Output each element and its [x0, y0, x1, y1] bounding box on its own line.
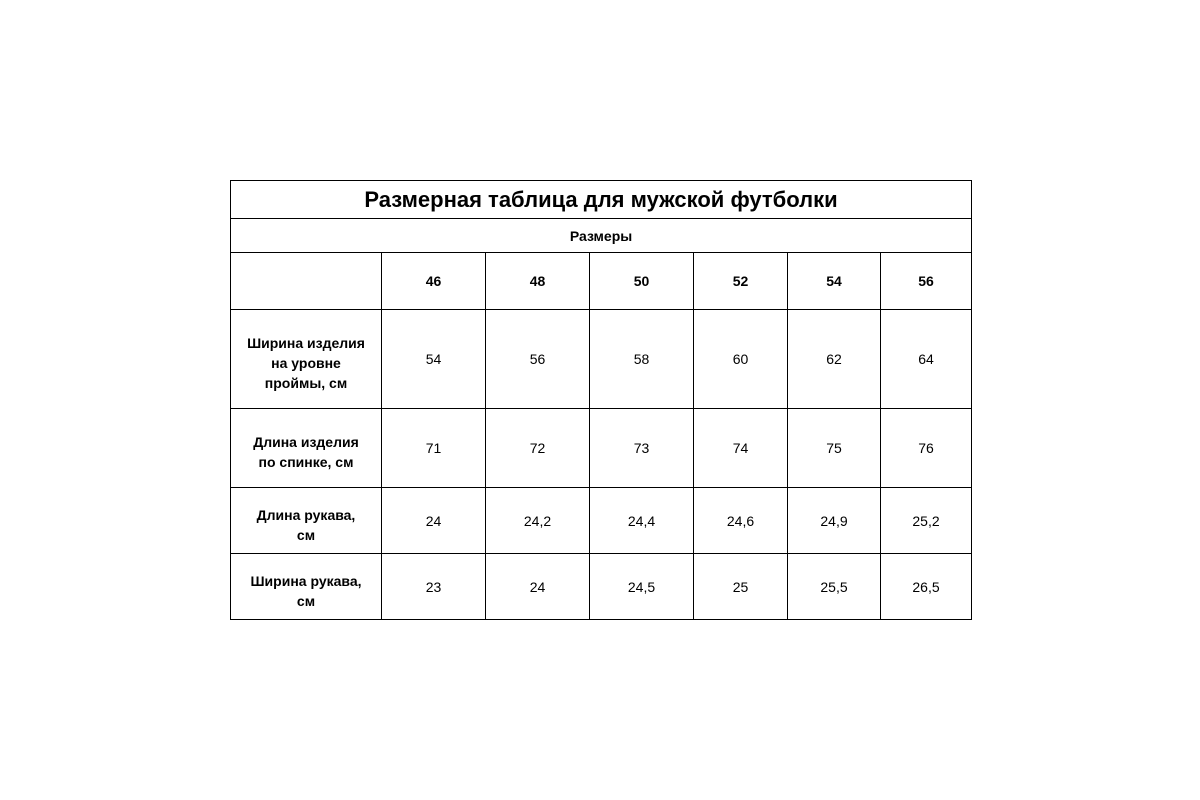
row-label-cell	[231, 409, 382, 488]
size-chart-table	[230, 180, 972, 620]
size-header-cell: 48	[486, 253, 590, 310]
value-cell: 71	[382, 409, 486, 488]
row-label-cell	[231, 310, 382, 409]
value-cell: 73	[590, 409, 694, 488]
value-cell: 24	[486, 554, 590, 620]
value-cell: 25,5	[788, 554, 881, 620]
value-cell: 60	[694, 310, 788, 409]
row-label: Длина изделия по спинке, см	[253, 434, 359, 470]
value-cell: 24,2	[486, 488, 590, 554]
value-cell: 72	[486, 409, 590, 488]
row-label-cell	[231, 488, 382, 554]
table-row	[231, 409, 972, 488]
value-cell: 24,9	[788, 488, 881, 554]
size-header-cell: 54	[788, 253, 881, 310]
value-cell: 54	[382, 310, 486, 409]
row-label: Длина рукава, см	[256, 506, 356, 543]
value-cell: 64	[881, 310, 972, 409]
table-title: Размерная таблица для мужской футболки	[231, 181, 972, 219]
value-cell: 58	[590, 310, 694, 409]
size-header-cell: 50	[590, 253, 694, 310]
empty-corner-cell	[231, 253, 382, 310]
size-header-row	[231, 253, 972, 310]
value-cell: 56	[486, 310, 590, 409]
value-cell: 62	[788, 310, 881, 409]
table-row	[231, 488, 972, 554]
value-cell: 26,5	[881, 554, 972, 620]
value-cell: 76	[881, 409, 972, 488]
value-cell: 25	[694, 554, 788, 620]
title-row	[231, 181, 972, 219]
table-row	[231, 310, 972, 409]
row-label: Ширина рукава, см	[250, 572, 362, 609]
value-cell: 24,6	[694, 488, 788, 554]
subtitle-row	[231, 219, 972, 253]
value-cell: 24,5	[590, 554, 694, 620]
size-header-cell: 56	[881, 253, 972, 310]
value-cell: 25,2	[881, 488, 972, 554]
row-label: Ширина изделия на уровне проймы, см	[247, 335, 365, 391]
value-cell: 24	[382, 488, 486, 554]
size-header-cell: 46	[382, 253, 486, 310]
value-cell: 23	[382, 554, 486, 620]
sizes-heading: Размеры	[231, 219, 972, 253]
value-cell: 75	[788, 409, 881, 488]
value-cell: 24,4	[590, 488, 694, 554]
table-row	[231, 554, 972, 620]
value-cell: 74	[694, 409, 788, 488]
size-header-cell: 52	[694, 253, 788, 310]
row-label-cell	[231, 554, 382, 620]
